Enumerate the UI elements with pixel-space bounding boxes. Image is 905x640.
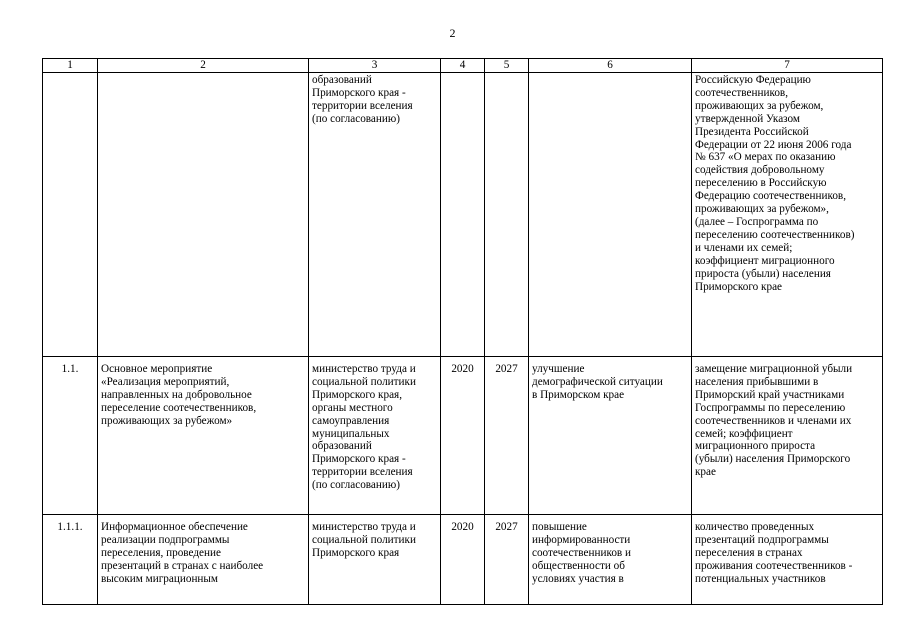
start-year-cell: 2020 (441, 515, 485, 605)
program-table (42, 58, 883, 605)
table-row (43, 357, 883, 515)
measure-name-cell (98, 73, 309, 357)
table-row (43, 73, 883, 357)
indicator-cell: количество проведенных презентаций подпрограммы переселения в странах проживания соотечественников - потенциальных участников (692, 515, 883, 605)
header-col-5: 5 (485, 59, 529, 73)
expected-result-cell: улучшение демографической ситуации в Приморском крае (529, 357, 692, 515)
measure-name-cell: Информационное обеспечение реализации подпрограммы переселения, проведение презентаций в странах с наиболее высоким миграционным (98, 515, 309, 605)
executor-cell: министерство труда и социальной политики Приморского края (309, 515, 441, 605)
start-year-cell: 2020 (441, 357, 485, 515)
header-col-7: 7 (692, 59, 883, 73)
expected-result-cell: повышение информированности соотечественников и общественности об условиях участия в (529, 515, 692, 605)
header-col-3: 3 (309, 59, 441, 73)
table-header-row (43, 59, 883, 73)
indicator-cell: замещение миграционной убыли населения прибывшими в Приморский край участниками Госпрограммы по переселению соотечественников и членами их семей; коэффициент миграционного прироста (убыли) населения Приморского крае (692, 357, 883, 515)
row-number-cell (43, 73, 98, 357)
header-col-6: 6 (529, 59, 692, 73)
expected-result-cell (529, 73, 692, 357)
end-year-cell: 2027 (485, 357, 529, 515)
row-number-cell: 1.1.1. (43, 515, 98, 605)
page-number: 2 (449, 26, 456, 40)
row-number-cell: 1.1. (43, 357, 98, 515)
executor-cell: министерство труда и социальной политики Приморского края, органы местного самоуправления муниципальных образований Приморского края - территории вселения (по согласованию) (309, 357, 441, 515)
end-year-cell: 2027 (485, 515, 529, 605)
end-year-cell (485, 73, 529, 357)
table-row (43, 515, 883, 605)
start-year-cell (441, 73, 485, 357)
header-col-4: 4 (441, 59, 485, 73)
header-col-2: 2 (98, 59, 309, 73)
executor-cell: образований Приморского края - территории вселения (по согласованию) (309, 73, 441, 357)
measure-name-cell: Основное мероприятие «Реализация мероприятий, направленных на добровольное переселение соотечественников, проживающих за рубежом» (98, 357, 309, 515)
indicator-cell: Российскую Федерацию соотечественников, проживающих за рубежом, утвержденной Указом Президента Российской Федерации от 22 июня 2006 года № 637 «О мерах по оказанию содействия добровольному переселению в Российскую Федерацию соотечественников, проживающих за рубежом», (далее – Госпрограмма по переселению соотечественников) и членами их семей; коэффициент миграционного прироста (убыли) населения Приморского крае (692, 73, 883, 357)
header-col-1: 1 (43, 59, 98, 73)
